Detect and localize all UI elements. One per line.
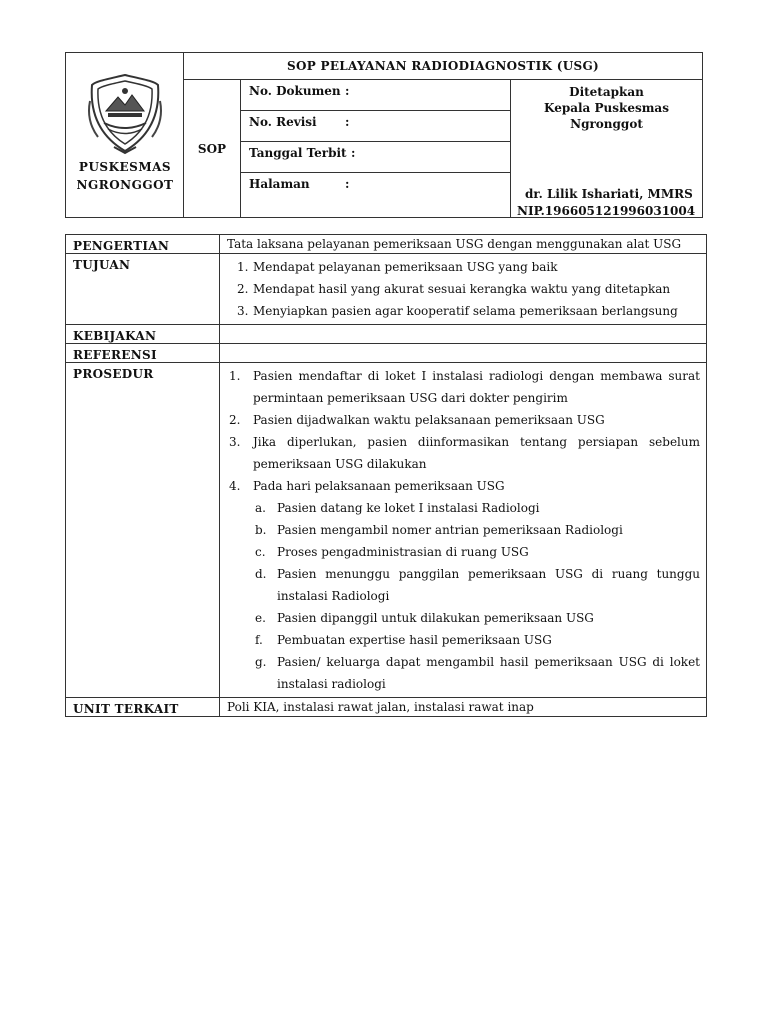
list-item: 1. Pasien mendaftar di loket I instalasi radiologi dengan membawa surat permintaan pemeriksaan USG dari dokter pengirim	[229, 369, 700, 405]
sop-header	[65, 52, 703, 218]
list-item: 2. Pasien dijadwalkan waktu pelaksanaan pemeriksaan USG	[229, 413, 605, 427]
row-unit-terkait	[66, 698, 707, 717]
row-prosedur	[66, 363, 707, 698]
signatory-nip: NIP.196605121996031004	[517, 204, 696, 218]
field-label: Tanggal Terbit	[249, 146, 347, 160]
row-pengertian	[66, 235, 707, 254]
field-colon: :	[345, 177, 350, 191]
approval-line1: Ditetapkan	[569, 85, 644, 99]
tujuan-list	[227, 256, 700, 322]
org-name-line1: PUSKESMAS	[78, 160, 172, 174]
row-referensi	[66, 344, 707, 363]
document-title: SOP PELAYANAN RADIODIAGNOSTIK (USG)	[184, 53, 702, 80]
section-label: TUJUAN	[66, 254, 220, 325]
section-label: PENGERTIAN	[66, 235, 220, 254]
field-label: No. Dokumen	[249, 84, 341, 98]
sop-content-table	[65, 234, 707, 717]
section-label: UNIT TERKAIT	[66, 698, 220, 717]
list-item: d. Pasien menunggu panggilan pemeriksaan USG di ruang tunggu instalasi Radiologi	[255, 567, 700, 603]
org-name-line2: NGRONGGOT	[76, 178, 174, 192]
kebijakan-text	[220, 325, 707, 344]
list-item: 3. Menyiapkan pasien agar kooperatif selama pemeriksaan berlangsung	[237, 304, 678, 318]
list-item: e. Pasien dipanggil untuk dilakukan pemeriksaan USG	[255, 611, 594, 625]
section-label: KEBIJAKAN	[66, 325, 220, 344]
list-item: f. Pembuatan expertise hasil pemeriksaan USG	[255, 633, 552, 647]
row-kebijakan	[66, 325, 707, 344]
field-label: No. Revisi	[249, 115, 317, 129]
list-item: 2. Mendapat hasil yang akurat sesuai kerangka waktu yang ditetapkan	[237, 282, 671, 296]
approval-line2: Kepala Puskesmas	[544, 101, 669, 115]
section-label: REFERENSI	[66, 344, 220, 363]
prosedur-sublist	[253, 497, 700, 695]
list-item: 3. Jika diperlukan, pasien diinformasikan tentang persiapan sebelum pemeriksaan USG dilakukan	[229, 435, 700, 471]
approval-line3: Ngronggot	[570, 117, 643, 131]
document-fields	[241, 80, 511, 217]
regency-emblem-icon	[84, 71, 166, 155]
field-no-revisi	[241, 111, 510, 142]
field-no-dokumen	[241, 80, 510, 111]
section-label: PROSEDUR	[66, 363, 220, 698]
pengertian-text: Tata laksana pelayanan pemeriksaan USG dengan menggunakan alat USG	[220, 235, 707, 254]
approval-block	[511, 80, 702, 217]
row-tujuan	[66, 254, 707, 325]
sop-label: SOP	[184, 80, 241, 217]
list-item: b. Pasien mengambil nomer antrian pemeriksaan Radiologi	[255, 523, 623, 537]
field-tanggal-terbit	[241, 142, 510, 173]
referensi-text	[220, 344, 707, 363]
signatory	[517, 186, 695, 220]
unit-terkait-text: Poli KIA, instalasi rawat jalan, instalasi rawat inap	[220, 698, 707, 717]
list-item: g. Pasien/ keluarga dapat mengambil hasil pemeriksaan USG di loket instalasi radiologi	[255, 655, 700, 691]
field-label: Halaman	[249, 177, 310, 191]
field-colon: :	[345, 84, 350, 98]
field-colon: :	[345, 115, 350, 129]
logo-cell	[66, 53, 184, 217]
field-halaman	[241, 173, 510, 204]
list-item: 1. Mendapat pelayanan pemeriksaan USG yang baik	[237, 260, 558, 274]
list-item: c. Proses pengadministrasian di ruang USG	[255, 545, 529, 559]
list-item: a. Pasien datang ke loket I instalasi Radiologi	[255, 501, 540, 515]
field-colon: :	[351, 146, 356, 160]
list-item: 4. Pada hari pelaksanaan pemeriksaan USG a. Pasien datang ke loket I instalasi Radiologi b. Pasien mengambil nomer antrian pemeriksaan Radiologi c. Proses pengadministrasian di ruang USG d. Pasien menunggu panggilan pemeriksaan USG di ruang tunggu instalasi Radiologi e. Pasien dipanggil untuk dilakukan pemeriksaan USG f. Pembuatan expertise hasil pemeriksaan USG g. Pasien/ keluarga dapat mengambil hasil pemeriksaan USG di loket instalasi radiologi	[227, 475, 700, 695]
prosedur-list	[227, 365, 700, 695]
signatory-name: dr. Lilik Ishariati, MMRS	[525, 187, 693, 201]
approval-heading	[511, 84, 702, 132]
